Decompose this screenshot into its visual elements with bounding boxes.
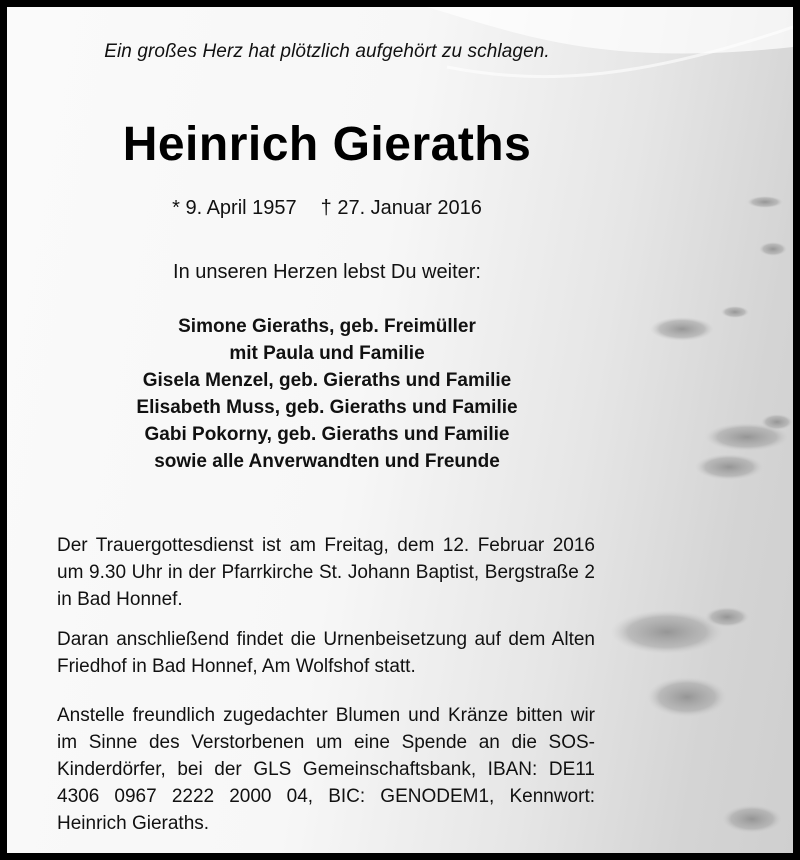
life-dates [27, 197, 627, 220]
mourner-line: mit Paula und Familie [229, 343, 425, 364]
urn-burial-paragraph: Daran anschließend findet die Urnenbeisetzung auf dem Alten Friedhof in Bad Honnef, Am Wolfshof statt. [57, 629, 595, 677]
remembrance-line: In unseren Herzen lebst Du weiter: [173, 261, 481, 283]
notice-content [7, 7, 793, 853]
mourner-line: Gisela Menzel, geb. Gieraths und Familie [142, 370, 512, 391]
mourner-line: Simone Gieraths, geb. Freimüller [178, 316, 476, 337]
mourner-line: Elisabeth Muss, geb. Gieraths und Familie [136, 397, 518, 418]
donation-paragraph: Anstelle freundlich zugedachter Blumen und Kränze bitten wir im Sinne des Verstorbenen um eine Spende an die SOS-Kinderdörfer, bei der GLS Gemeinschaftsbank, IBAN: DE11 4306 0967 2222 2000 04, BIC: GENODEM1, Kennwort: Heinrich Gieraths. [57, 705, 595, 834]
birth-date: * 9. April 1957 [172, 197, 297, 219]
mourner-line: Gabi Pokorny, geb. Gieraths und Familie [144, 424, 510, 445]
funeral-service-paragraph: Der Trauergottesdienst ist am Freitag, dem 12. Februar 2016 um 9.30 Uhr in der Pfarrkirche St. Johann Baptist, Bergstraße 2 in Bad Honnef. [57, 535, 595, 610]
mourner-line: sowie alle Anverwandten und Freunde [154, 451, 500, 472]
deceased-name: Heinrich Gieraths [122, 118, 532, 171]
mourners-list [27, 313, 627, 475]
intro-line: Ein großes Herz hat plötzlich aufgehört zu schlagen. [104, 41, 550, 62]
death-date: † 27. Januar 2016 [320, 197, 482, 219]
